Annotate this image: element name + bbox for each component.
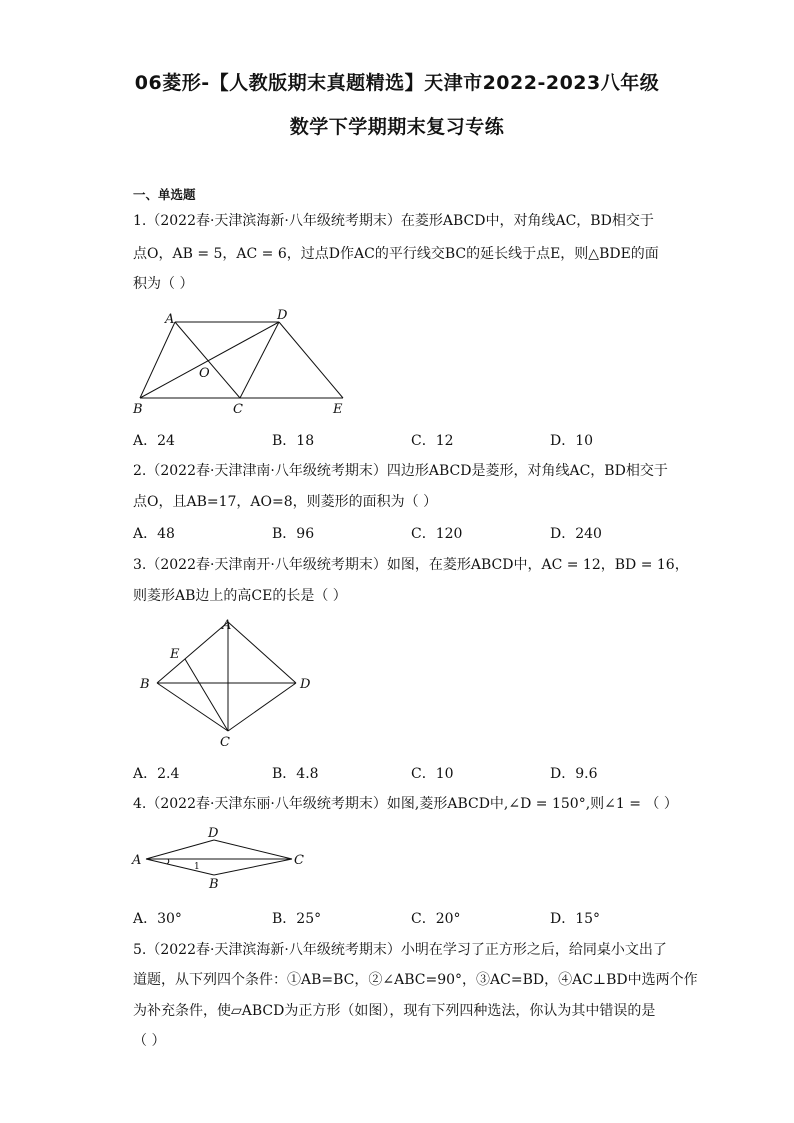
q1-line2: 点O，AB = 5，AC = 6，过点D作AC的平行线交BC的延长线于点E，则△BDE的面 (133, 246, 659, 262)
q4-option-a[interactable]: A．30° (133, 911, 182, 927)
q1-diagonal-bd (140, 322, 279, 398)
document-title-line2: 数学下学期期末复习专练 (289, 116, 505, 138)
q1-figure (125, 302, 365, 422)
q3-label-a: A (222, 618, 232, 633)
q1-label-c: C (233, 402, 243, 417)
q3-label-e: E (170, 647, 180, 662)
q3-label-c: C (220, 735, 230, 750)
q3-edge-ab (157, 622, 228, 683)
q3-edge-bc (157, 683, 228, 731)
q1-option-c[interactable]: C．12 (411, 433, 454, 449)
q1-options (133, 430, 673, 450)
q4-line1: 4.（2022春·天津东丽·八年级统考期末）如图,菱形ABCD中,∠D = 150°,则∠1 = （ ） (133, 796, 678, 812)
q2-line2: 点O，且AB=17，AO=8，则菱形的面积为（ ） (133, 494, 438, 510)
q2-option-b[interactable]: B．96 (272, 526, 315, 542)
q1-option-a[interactable]: A．24 (133, 433, 175, 449)
q3-label-d: D (300, 677, 311, 692)
q1-edge-dc (240, 322, 279, 398)
q3-line2: 则菱形AB边上的高CE的长是（ ） (133, 588, 347, 604)
q4-options (133, 908, 673, 928)
q1-option-b[interactable]: B．18 (272, 433, 315, 449)
q2-option-a[interactable]: A．48 (133, 526, 175, 542)
q4-option-b[interactable]: B．25° (272, 911, 322, 927)
q5-line1: 5.（2022春·天津滨海新·八年级统考期末）小明在学习了正方形之后，给同桌小文出了 (133, 942, 667, 958)
q4-edge-bc (214, 859, 292, 875)
q4-label-a: A (132, 853, 142, 868)
q4-option-c[interactable]: C．20° (411, 911, 461, 927)
q3-option-c[interactable]: C．10 (411, 766, 454, 782)
q4-edge-ab (146, 859, 214, 875)
q2-options (133, 523, 673, 543)
q1-option-d[interactable]: D．10 (550, 433, 594, 449)
q1-line3: 积为（ ） (133, 276, 194, 292)
q3-edge-dc (228, 683, 296, 731)
q5-line3: 为补充条件，使▱ABCD为正方形（如图），现有下列四种选法，你认为其中错误的是 (133, 1003, 656, 1019)
q2-line1: 2.（2022春·天津津南·八年级统考期末）四边形ABCD是菱形，对角线AC，BD相交于 (133, 463, 668, 479)
q4-label-angle-1: 1 (194, 862, 200, 872)
q4-angle-arc (167, 859, 169, 864)
q3-option-a[interactable]: A．2.4 (133, 766, 180, 782)
q1-label-a: A (165, 312, 175, 327)
q1-edge-ab (140, 322, 175, 398)
q3-options (133, 763, 673, 783)
q4-label-b: B (209, 877, 219, 892)
section-heading: 一、单选题 (133, 187, 196, 202)
q1-label-d: D (277, 308, 288, 323)
q1-label-e: E (333, 402, 343, 417)
q1-diagonal-ac (175, 322, 240, 398)
q3-figure (133, 612, 323, 752)
q4-edge-dc (214, 840, 292, 859)
q2-option-c[interactable]: C．120 (411, 526, 463, 542)
document-title-line1: 06菱形-【人教版期末真题精选】天津市2022-2023八年级 (134, 72, 660, 94)
q3-edge-ad (228, 622, 296, 683)
q3-line1: 3.（2022春·天津南开·八年级统考期末）如图，在菱形ABCD中，AC = 12，BD = 16， (133, 557, 689, 573)
q3-label-b: B (140, 677, 150, 692)
q3-height-ce (185, 659, 228, 731)
q4-label-c: C (294, 853, 304, 868)
q4-option-d[interactable]: D．15° (550, 911, 601, 927)
q1-line1: 1.（2022春·天津滨海新·八年级统考期末）在菱形ABCD中，对角线AC，BD相交于 (133, 213, 654, 229)
q5-line4: （ ） (133, 1033, 166, 1049)
q1-edge-de (279, 322, 343, 398)
q4-label-d: D (208, 826, 219, 841)
q1-label-o: O (199, 366, 210, 381)
q2-option-d[interactable]: D．240 (550, 526, 602, 542)
q3-option-d[interactable]: D．9.6 (550, 766, 598, 782)
q3-option-b[interactable]: B．4.8 (272, 766, 319, 782)
q4-edge-ad (146, 840, 214, 859)
q5-line2: 道题，从下列四个条件：①AB=BC，②∠ABC=90°，③AC=BD，④AC⊥BD中选两个作 (133, 972, 698, 988)
q4-figure (130, 822, 315, 892)
q1-label-b: B (133, 402, 143, 417)
